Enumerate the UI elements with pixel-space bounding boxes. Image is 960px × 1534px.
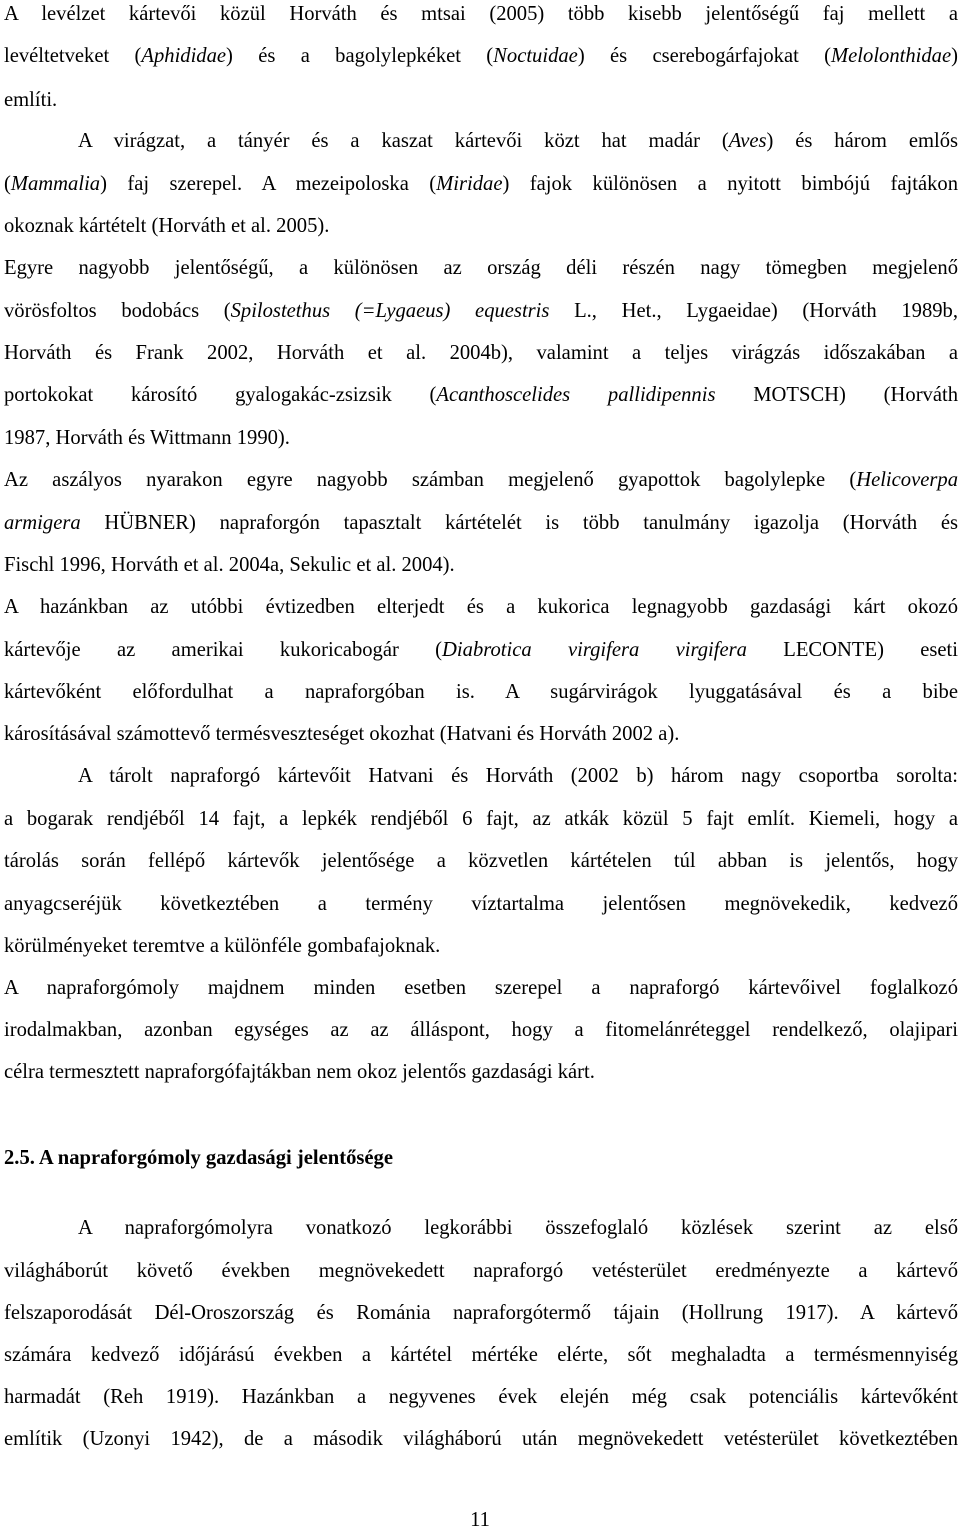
text-run: tárolás során fellépő kártevők jelentősége a közvetlen kártételen túl abban is jelentős, hogy	[4, 850, 958, 872]
text-run: célra termesztett napraforgófajtákban nem okoz jelentős gazdasági kárt.	[4, 1061, 595, 1083]
text-line	[4, 932, 958, 960]
italic-term: Spilostethus (=Lygaeus) equestris	[230, 300, 550, 322]
text-line	[4, 424, 958, 452]
text-line	[4, 720, 958, 748]
italic-term: Mammalia	[10, 173, 101, 195]
page-number: 11	[470, 1509, 490, 1531]
text-line	[4, 890, 958, 918]
text-run: okoznak kártételt (Horváth et al. 2005).	[4, 215, 330, 237]
text-line	[4, 466, 958, 494]
text-line	[4, 170, 958, 198]
text-line	[4, 847, 958, 875]
text-run: említik (Uzonyi 1942), de a második világháború után megnövekedett vetésterület következtében	[4, 1428, 958, 1450]
text-run: felszaporodását Dél-Oroszország és Románia napraforgótermő tájain (Hollrung 1917). A kártevő	[4, 1302, 958, 1324]
text-line	[4, 1257, 958, 1285]
text-run: ) és három emlős	[766, 130, 959, 152]
text-run: portokokat károsító gyalogakác-zsizsik (	[4, 384, 437, 406]
text-line	[4, 805, 958, 833]
text-line	[78, 762, 958, 790]
text-run: LECONTE) eseti	[746, 639, 958, 661]
italic-term: Melolonthidae	[831, 45, 952, 67]
text-line	[4, 0, 958, 28]
text-run: említi.	[4, 89, 58, 111]
italic-term: Acanthoscelides pallidipennis	[436, 384, 716, 406]
text-line	[4, 509, 958, 537]
text-line	[4, 551, 958, 579]
text-line	[4, 1016, 958, 1044]
text-run: 1987, Horváth és Wittmann 1990).	[4, 427, 290, 449]
text-line	[4, 212, 958, 240]
text-run: A hazánkban az utóbbi évtizedben elterjedt és a kukorica legnagyobb gazdasági kárt okozó	[4, 596, 958, 618]
text-line	[4, 1341, 958, 1369]
text-run: A virágzat, a tányér és a kaszat kártevői közt hat madár (	[78, 130, 729, 152]
text-run: károsításával számottevő termésveszteséget okozhat (Hatvani és Horváth 2002 a).	[4, 723, 680, 745]
text-line	[4, 339, 958, 367]
text-line	[4, 1058, 958, 1086]
text-run: levéltetveket (	[4, 45, 142, 67]
italic-term: Noctuidae	[493, 45, 578, 67]
text-line	[4, 254, 958, 282]
text-run: Fischl 1996, Horváth et al. 2004a, Sekulic et al. 2004).	[4, 554, 455, 576]
text-run: A levélzet kártevői közül Horváth és mtsai (2005) több kisebb jelentőségű faj mellett a	[4, 3, 958, 25]
text-run: A napraforgómoly majdnem minden esetben szerepel a napraforgó kártevőivel foglalkozó	[4, 977, 958, 999]
italic-term: Miridae	[436, 173, 503, 195]
text-line	[4, 42, 958, 70]
text-run: harmadát (Reh 1919). Hazánkban a negyvenes évek elején még csak potenciális kártevőként	[4, 1386, 958, 1408]
section-heading: 2.5. A napraforgómoly gazdasági jelentősége	[4, 1147, 393, 1169]
text-line	[4, 1383, 958, 1411]
text-run: ) faj szerepel. A mezeipoloska (	[100, 173, 437, 195]
text-run: ) és a bagolylepkéket (	[226, 45, 494, 67]
text-run: körülményeket teremtve a különféle gombafajoknak.	[4, 935, 441, 957]
text-run: világháborút követő években megnövekedett napraforgó vetésterület eredményezte a kártevő	[4, 1260, 958, 1282]
text-run: anyagcseréjük következtében a termény víztartalma jelentősen megnövekedik, kedvező	[4, 893, 958, 915]
text-line	[4, 974, 958, 1002]
text-run: HÜBNER) napraforgón tapasztalt kártételét is több tanulmány igazolja (Horváth és	[80, 512, 958, 534]
text-run: vörösfoltos bodobács (	[4, 300, 231, 322]
text-line	[4, 297, 958, 325]
text-line	[78, 1214, 958, 1242]
italic-term: Aves	[728, 130, 767, 152]
text-line	[4, 1425, 958, 1453]
text-line	[4, 381, 958, 409]
text-run: kártevőként előfordulhat a napraforgóban is. A sugárvirágok lyuggatásával és a bibe	[4, 681, 958, 703]
text-run: a bogarak rendjéből 14 fajt, a lepkék rendjéből 6 fajt, az atkák közül 5 fajt említ. Kiemeli, hogy a	[4, 808, 958, 830]
text-run: (	[4, 173, 11, 195]
text-line	[4, 593, 958, 621]
text-line	[4, 86, 958, 114]
italic-term: Aphididae	[141, 45, 227, 67]
text-run: Horváth és Frank 2002, Horváth et al. 2004b), valamint a teljes virágzás időszakában a	[4, 342, 958, 364]
italic-term: Diabrotica virgifera virgifera	[442, 639, 747, 661]
text-run: )	[951, 45, 958, 67]
text-line	[4, 678, 958, 706]
text-run: Az aszályos nyarakon egyre nagyobb számban megjelenő gyapottok bagolylepke (	[4, 469, 857, 491]
text-run: ) fajok különösen a nyitott bimbójú fajtákon	[502, 173, 958, 195]
text-run: A napraforgómolyra vonatkozó legkorábbi összefoglaló közlések szerint az első	[78, 1217, 958, 1239]
text-run: kártevője az amerikai kukoricabogár (	[4, 639, 443, 661]
text-line	[4, 1299, 958, 1327]
text-line	[78, 127, 958, 155]
text-line	[4, 636, 958, 664]
text-run: számára kedvező időjárású években a kártétel mértéke elérte, sőt meghaladta a termésmennyiség	[4, 1344, 958, 1366]
text-run: A tárolt napraforgó kártevőit Hatvani és Horváth (2002 b) három nagy csoportba sorolta:	[78, 765, 958, 787]
text-run: Egyre nagyobb jelentőségű, a különösen az ország déli részén nagy tömegben megjelenő	[4, 257, 958, 279]
text-run: MOTSCH) (Horváth	[715, 384, 959, 406]
italic-term: Helicoverpa	[856, 469, 958, 491]
text-run: ) és cserebogárfajokat (	[577, 45, 832, 67]
italic-term: armigera	[4, 512, 81, 534]
text-run: L., Het., Lygaeidae) (Horváth 1989b,	[549, 300, 958, 322]
text-run: irodalmakban, azonban egységes az az álláspont, hogy a fitomelánréteggel rendelkező, olajipari	[4, 1019, 958, 1041]
